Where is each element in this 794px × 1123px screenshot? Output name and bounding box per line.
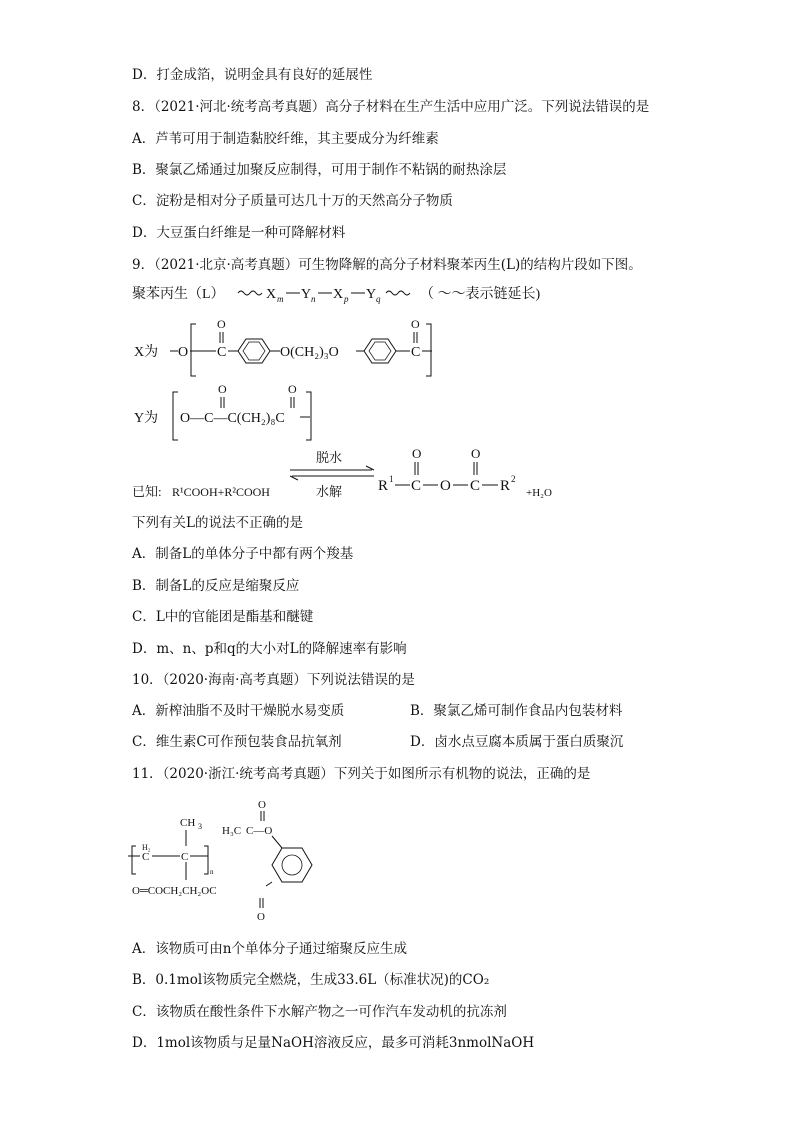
y-subscript-n: n <box>311 294 316 304</box>
x-subscript-p: p <box>344 294 349 304</box>
q9-stem: 9．（2021·北京·高考真题）可生物降解的高分子材料聚苯丙生(L)的结构片段如下图。 <box>132 257 642 273</box>
carbonyl-carbon: C <box>411 345 421 360</box>
q10-option-b: B．聚氯乙烯可制作食品内包装材料 <box>410 703 623 719</box>
q11-option-c: C．该物质在酸性条件下水解产物之一可作汽车发动机的抗冻剂 <box>132 1004 507 1020</box>
q10-option-a: A．新榨油脂不及时干燥脱水易变质 <box>132 703 345 719</box>
carbonyl-oxygen: O <box>217 317 226 331</box>
acetyl-oxygen: O <box>258 799 266 811</box>
ester-chain: O═COCH₂CH₂OC <box>132 885 217 897</box>
reverse-arrow-icon <box>290 476 298 480</box>
q9-option-d: D．m、n、p和q的大小对L的降解速率有影响 <box>132 641 407 657</box>
q10-stem: 10．（2020·海南·高考真题）下列说法错误的是 <box>132 672 415 688</box>
q8-option-a: A．芦苇可用于制造黏胶纤维，其主要成分为纤维素 <box>132 131 439 147</box>
q9-known-reaction <box>120 446 570 504</box>
svg-text:2: 2 <box>511 474 516 484</box>
left-bracket <box>132 846 136 874</box>
q8-stem: 8．（2021·河北·统考高考真题）高分子材料在生产生活中应用广泛。下列说法错误的是 <box>132 99 650 115</box>
quaternary-carbon: C <box>181 851 189 863</box>
carbonyl-oxygen: O <box>218 382 227 396</box>
svg-text:1: 1 <box>389 474 394 484</box>
x-subscript-m: m <box>277 294 284 304</box>
x-oxygen: O <box>178 345 189 360</box>
methyl-ch3: CH <box>180 817 196 829</box>
y-unit: Y <box>366 287 377 302</box>
q11-option-d: D．1mol该物质与足量NaOH溶液反应，最多可消耗3nmolNaOH <box>132 1035 535 1051</box>
q11-structure <box>120 794 360 930</box>
q9-option-c: C．L中的官能团是酯基和醚键 <box>132 609 314 625</box>
methylene-carbon: C <box>142 851 150 863</box>
methyl-h3c: H₃C <box>222 825 242 837</box>
chain-wave-1 <box>238 291 262 295</box>
carbonyl-carbon: C <box>411 478 422 494</box>
right-bracket <box>306 392 311 440</box>
carbonyl-oxygen: O <box>288 382 297 396</box>
right-bracket <box>204 846 208 874</box>
svg-text:3: 3 <box>198 822 202 831</box>
chain-note: （ ～～表示链延长) <box>420 287 541 302</box>
ester-oxygen: O <box>440 478 451 494</box>
acetoxy-co: C—O <box>246 825 273 837</box>
q8-option-b: B．聚氯乙烯通过加聚反应制得，可用于制作不粘锅的耐热涂层 <box>132 162 507 178</box>
right-bracket <box>426 324 431 376</box>
known-reactants: R¹COOH+R²COOH <box>172 485 270 499</box>
polymer-name: 聚苯丙生（L） <box>132 287 225 302</box>
q9-option-b: B．制备L的反应是缩聚反应 <box>132 578 300 594</box>
q8-option-d: D．大豆蛋白纤维是一种可降解材料 <box>132 225 346 241</box>
y-unit: Y <box>301 287 312 302</box>
hydrolyze-label: 水解 <box>316 484 343 499</box>
known-prefix: 已知: <box>132 484 162 499</box>
q9-polymer-formula <box>120 278 590 308</box>
r1: R <box>378 478 389 494</box>
x-unit: X <box>333 287 344 302</box>
carbonyl-oxygen: O <box>471 446 481 461</box>
q9-option-a: A．制备L的单体分子中都有两个羧基 <box>132 546 354 562</box>
forward-arrow-icon <box>366 466 374 470</box>
water-product: +H₂O <box>526 487 552 499</box>
chain-wave-2 <box>386 291 410 295</box>
dehydrate-label: 脱水 <box>316 450 343 465</box>
carbonyl-oxygen: O <box>411 317 420 331</box>
y-label: Y为 <box>134 411 159 426</box>
q10-option-c: C．维生素C可作预包装食品抗氧剂 <box>132 734 342 750</box>
x-label: X为 <box>134 345 159 360</box>
ester-oxygen: O <box>257 911 265 923</box>
q10-option-d: D．卤水点豆腐本质属于蛋白质聚沉 <box>410 734 624 750</box>
x-unit: X <box>266 287 277 302</box>
q7-option-d: D．打金成箔，说明金具有良好的延展性 <box>132 67 373 83</box>
benzene-ring-icon <box>272 848 312 882</box>
q9-prompt: 下列有关L的说法不正确的是 <box>132 515 303 531</box>
carbonyl-carbon: C <box>217 345 227 360</box>
y-chain: O—C—C(CH₂)₈C <box>180 411 285 426</box>
q9-x-structure <box>120 312 460 382</box>
left-bracket <box>173 392 178 440</box>
q11-option-b: B．0.1mol该物质完全燃烧，生成33.6L（标准状况)的CO₂ <box>132 972 490 988</box>
propylene-dioxy-chain: O(CH₂)₃O <box>280 345 339 360</box>
carbonyl-carbon: C <box>470 478 481 494</box>
repeat-n: n <box>210 868 214 876</box>
q8-option-c: C．淀粉是相对分子质量可达几十万的天然高分子物质 <box>132 193 453 209</box>
q9-y-structure <box>120 378 340 442</box>
left-bracket <box>191 324 196 376</box>
q11-option-a: A．该物质可由n个单体分子通过缩聚反应生成 <box>132 941 407 957</box>
carbonyl-oxygen: O <box>412 446 422 461</box>
r2: R <box>500 478 511 494</box>
q11-stem: 11．（2020·浙江·统考高考真题）下列关于如图所示有机物的说法，正确的是 <box>132 766 591 782</box>
methylene-h2: H₂ <box>142 843 151 852</box>
y-subscript-q: q <box>376 294 381 304</box>
